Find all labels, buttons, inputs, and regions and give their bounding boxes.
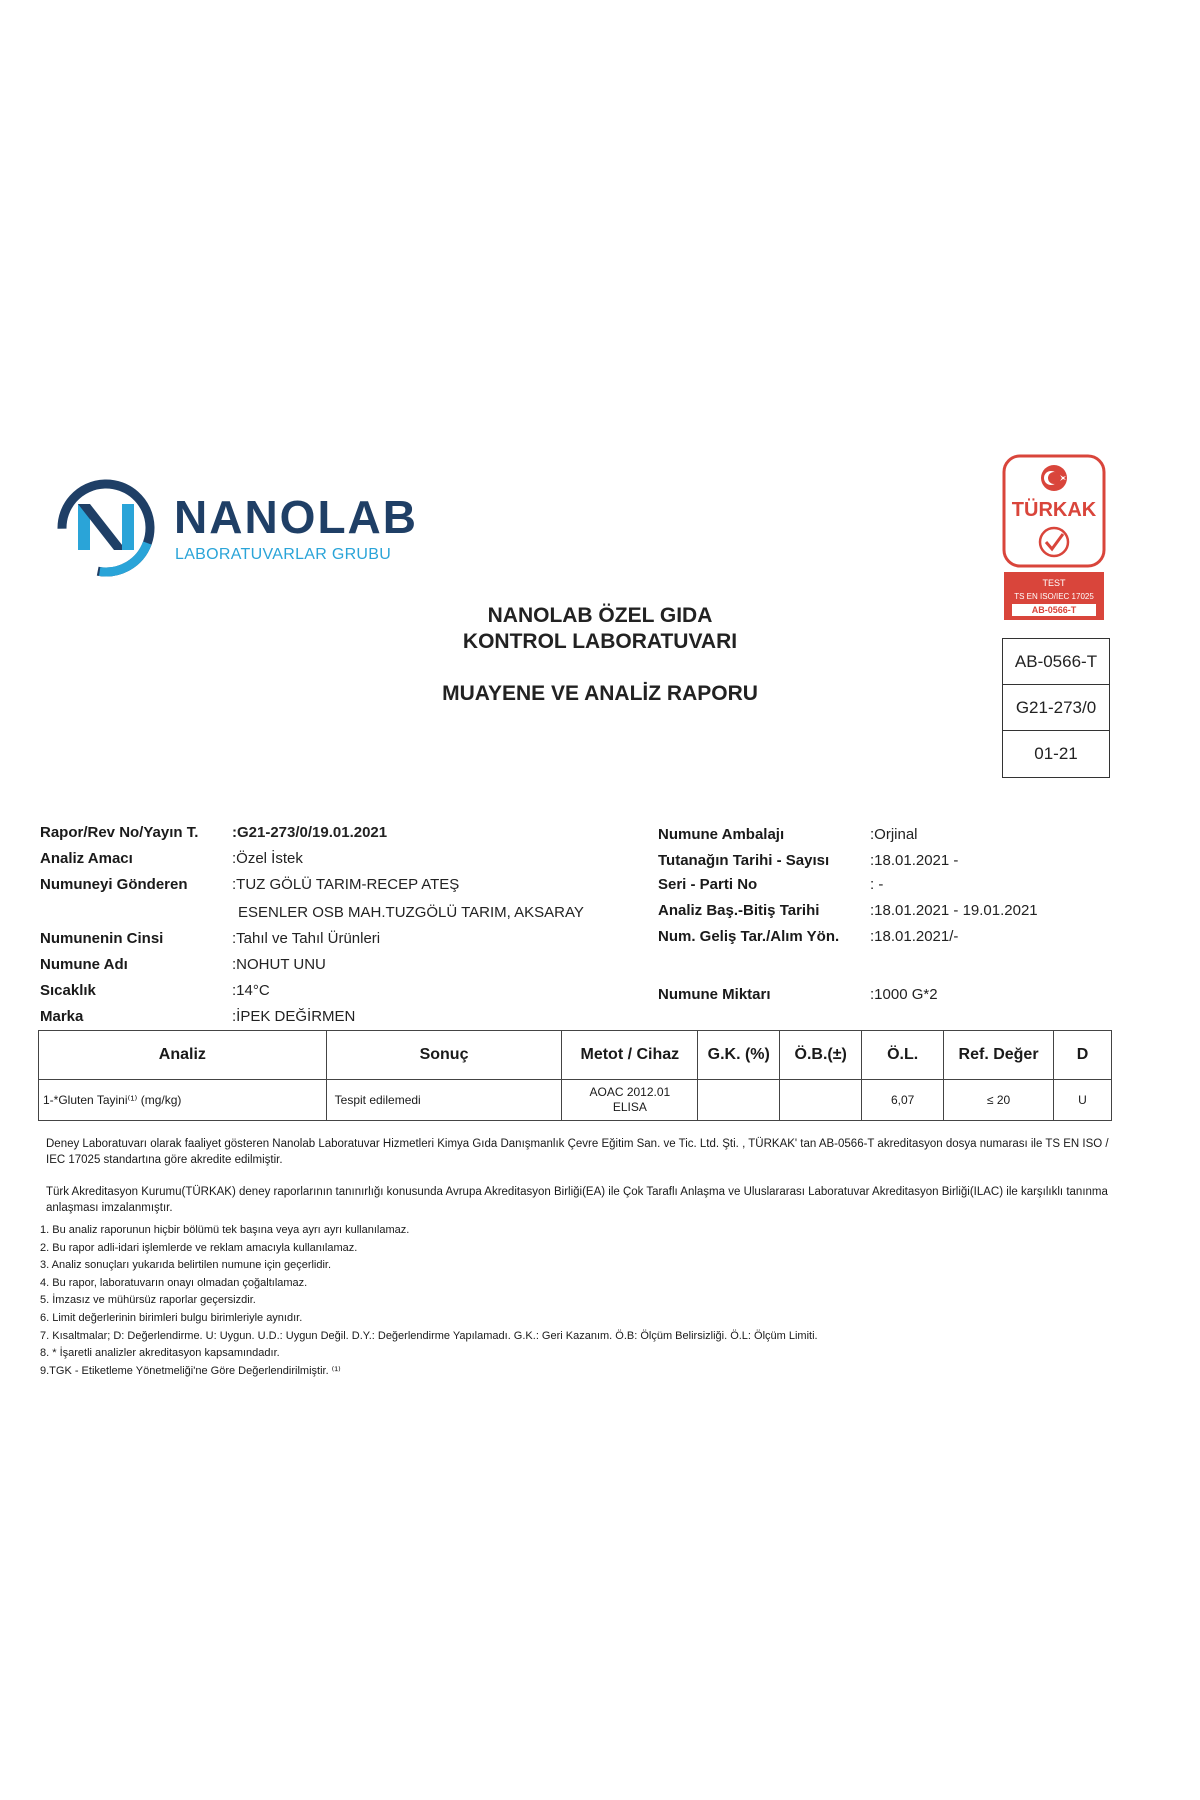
list-item: 2. Bu rapor adli-idari işlemlerde ve reklam amacıyla kullanılamaz. <box>40 1241 358 1254</box>
metot-line2: ELISA <box>612 1100 647 1114</box>
column-header: G.K. (%) <box>698 1031 780 1080</box>
field-value: :Tahıl ve Tahıl Ürünleri <box>232 930 381 947</box>
column-header: Sonuç <box>326 1031 562 1080</box>
field-value: :1000 G*2 <box>870 986 938 1003</box>
cell-metot <box>562 1080 698 1121</box>
turkak-accreditation-badge <box>1002 454 1106 620</box>
field-label: Numune Miktarı <box>658 986 771 1003</box>
field-label: Numune Ambalajı <box>658 826 785 843</box>
report-code-box <box>1002 638 1110 778</box>
badge-code: AB-0566-T <box>1031 605 1077 615</box>
field-value: :14°C <box>232 982 270 999</box>
list-item: 1. Bu analiz raporunun hiçbir bölümü tek başına veya ayrı ayrı kullanılamaz. <box>40 1224 410 1236</box>
field-label: Tutanağın Tarihi - Sayısı <box>658 852 830 869</box>
cell-ol: 6,07 <box>862 1080 944 1121</box>
column-header: D <box>1054 1031 1112 1080</box>
column-header: Ö.B.(±) <box>780 1031 862 1080</box>
cell-sonuc: Tespit edilemedi <box>326 1080 562 1121</box>
field-value: :18.01.2021 - <box>870 852 959 869</box>
list-item: 8. * İşaretli analizler akreditasyon kapsamındadır. <box>40 1347 280 1360</box>
cell-ob <box>780 1080 862 1121</box>
column-header: Ö.L. <box>862 1031 944 1080</box>
field-label: Num. Geliş Tar./Alım Yön. <box>658 928 840 945</box>
cell-d: U <box>1054 1080 1112 1121</box>
field-value: :TUZ GÖLÜ TARIM-RECEP ATEŞ <box>232 876 460 893</box>
field-value: :Orjinal <box>870 826 918 843</box>
report-title: MUAYENE VE ANALİZ RAPORU <box>442 682 758 705</box>
field-label: Rapor/Rev No/Yayın T. <box>40 824 199 841</box>
column-header: Ref. Değer <box>944 1031 1054 1080</box>
table-header-row <box>39 1031 1112 1080</box>
lab-name-line2: KONTROL LABORATUVARI <box>462 630 738 653</box>
list-item: 5. İmzasız ve mühürsüz raporlar geçersizdir. <box>40 1294 256 1307</box>
accreditation-code: AB-0566-T <box>1003 639 1109 685</box>
field-value: :G21-273/0/19.01.2021 <box>232 824 388 841</box>
field-label: Sıcaklık <box>40 982 96 999</box>
table-row <box>39 1080 1112 1121</box>
field-label: Numune Adı <box>40 956 128 973</box>
logo-subtitle: LABORATUVARLAR GRUBU <box>175 546 392 563</box>
field-value: : - <box>870 876 884 893</box>
field-label: Seri - Parti No <box>658 876 758 893</box>
turkak-badge-graphic <box>1002 454 1106 620</box>
metot-line1: AOAC 2012.01 <box>589 1085 671 1099</box>
column-header: Analiz <box>39 1031 327 1080</box>
list-item: 7. Kısaltmalar; D: Değerlendirme. U: Uygun. U.D.: Uygun Değil. D.Y.: Değerlendirme Yapılamadı. G.K.: Geri Kazanım. Ö.B: Ölçüm Belirsizliği. Ö.L: Ölçüm Limiti. <box>40 1329 818 1342</box>
list-item: 6. Limit değerlerinin birimleri bulgu birimleriyle aynıdır. <box>40 1311 303 1324</box>
field-value: :Özel İstek <box>232 850 303 867</box>
column-header: Metot / Cihaz <box>562 1031 698 1080</box>
list-item: 9.TGK - Etiketleme Yönetmeliği'ne Göre Değerlendirilmiştir. ⁽¹⁾ <box>40 1364 341 1377</box>
sender-address: ESENLER OSB MAH.TUZGÖLÜ TARIM, AKSARAY <box>238 904 584 921</box>
field-label: Analiz Baş.-Bitiş Tarihi <box>658 902 820 919</box>
company-logo <box>56 474 418 584</box>
cell-ref: ≤ 20 <box>944 1080 1054 1121</box>
lab-name-line1: NANOLAB ÖZEL GIDA <box>487 604 713 627</box>
cell-analiz: 1-*Gluten Tayini⁽¹⁾ (mg/kg) <box>39 1080 327 1121</box>
report-period: 01-21 <box>1034 744 1078 763</box>
results-table <box>38 1030 1112 1121</box>
badge-test-label: TEST <box>1042 578 1066 588</box>
badge-standard: TS EN ISO/IEC 17025 <box>1014 592 1094 601</box>
field-label: Numunenin Cinsi <box>40 930 164 947</box>
ilac-note: Türk Akreditasyon Kurumu(TÜRKAK) deney raporlarının tanınırlığı konusunda Avrupa Akreditasyon Birliği(EA) ile Çok Taraflı Anlaşma ve Uluslararası Laboratuvar Akreditasyon Birliği(ILAC) ile karşılıklı tanınma anlaşması imzalanmıştır. <box>46 1186 1108 1214</box>
logo-wordmark: NANOLAB <box>174 491 418 543</box>
nanolab-logo-icon <box>56 474 166 584</box>
list-item: 4. Bu rapor, laboratuvarın onayı olmadan çoğaltılamaz. <box>40 1276 308 1289</box>
field-label: Marka <box>40 1008 84 1025</box>
field-label: Numuneyi Gönderen <box>40 876 188 893</box>
field-value: :18.01.2021/- <box>870 928 959 945</box>
field-label: Analiz Amacı <box>40 850 133 867</box>
turkak-brand-text: TÜRKAK <box>1011 499 1097 521</box>
field-value: :18.01.2021 - 19.01.2021 <box>870 902 1038 919</box>
list-item: 3. Analiz sonuçları yukarıda belirtilen numune için geçerlidir. <box>40 1259 332 1272</box>
field-value: :NOHUT UNU <box>232 956 326 973</box>
report-conditions-list <box>40 1222 1120 1380</box>
accreditation-note: Deney Laboratuvarı olarak faaliyet gösteren Nanolab Laboratuvar Hizmetleri Kimya Gıda Danışmanlık Çevre Eğitim San. ve Tic. Ltd. Şti. , TÜRKAK' tan AB-0566-T akreditasyon dosya numarası ile TS EN ISO / IEC 17025 standartına göre akredite edilmiştir. <box>46 1138 1109 1166</box>
cell-gk <box>698 1080 780 1121</box>
field-value: :İPEK DEĞİRMEN <box>232 1008 356 1025</box>
report-number: G21-273/0 <box>1003 685 1109 731</box>
